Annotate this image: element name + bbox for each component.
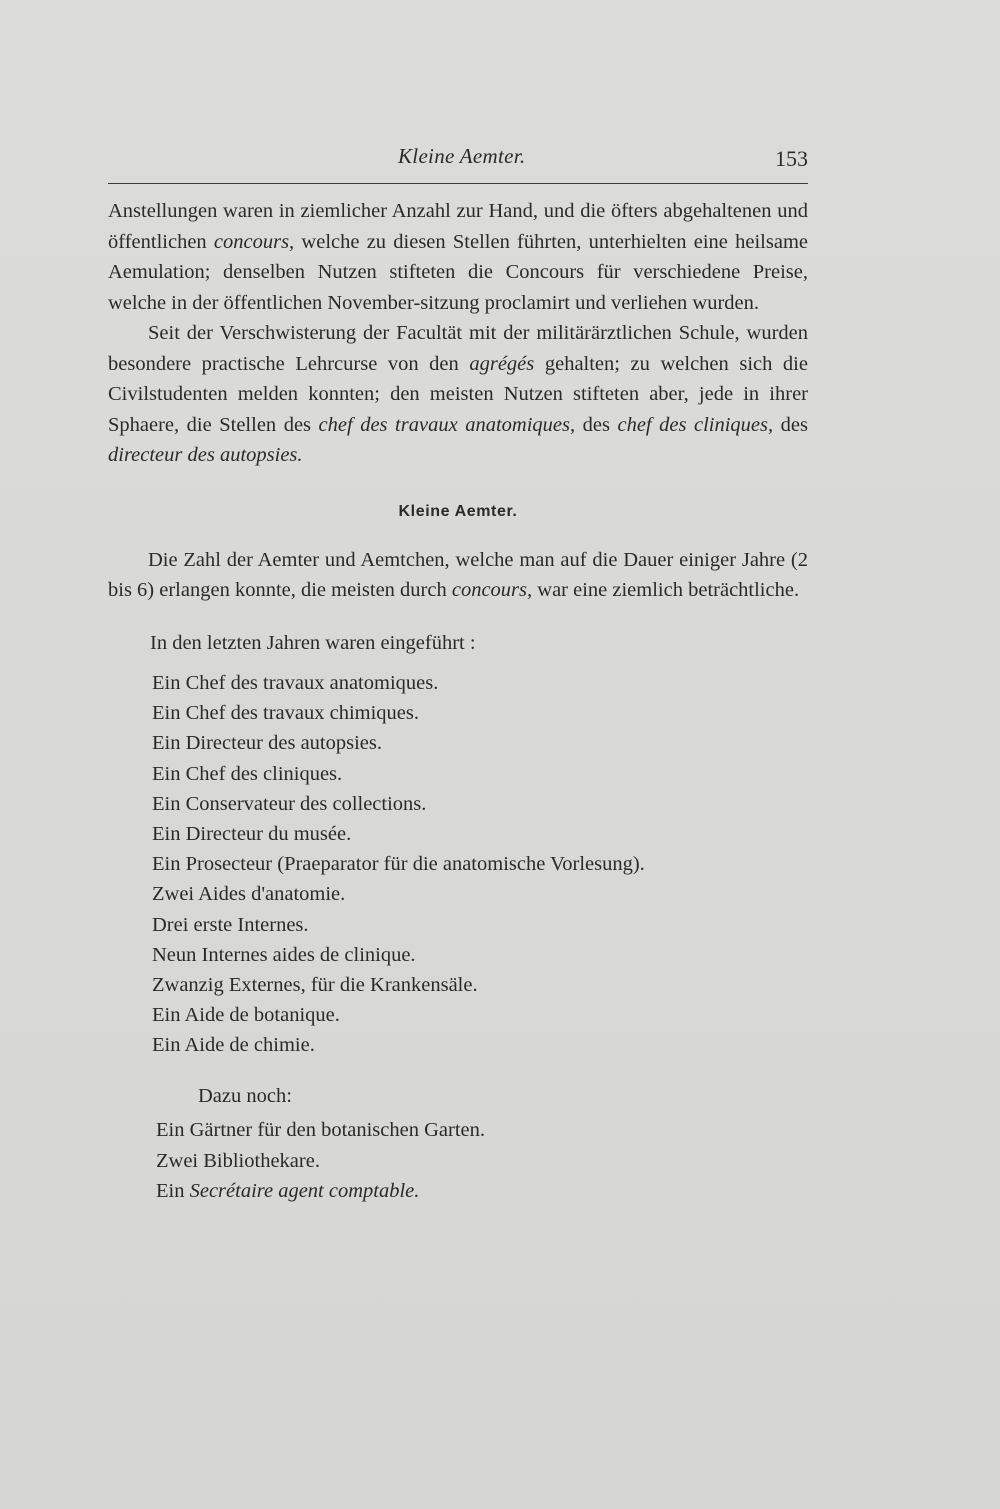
list-item: Ein Chef des cliniques. xyxy=(152,762,343,785)
list-item xyxy=(156,1176,808,1207)
list-item: Ein Aide de botanique. xyxy=(152,1004,340,1027)
paragraph-2-text-4: des xyxy=(773,413,808,436)
paragraph-2 xyxy=(108,318,808,471)
list-item: Zwei Bibliothekare. xyxy=(156,1149,320,1172)
list-item: Ein Directeur des autopsies. xyxy=(152,732,382,755)
list-item: Zwanzig Externes, für die Krankensäle. xyxy=(152,974,478,997)
page-number: 153 xyxy=(775,146,808,171)
offices-list xyxy=(108,668,808,1061)
extra-item-3-italic: Secrétaire agent comptable. xyxy=(189,1180,420,1203)
list-item: Ein Chef des travaux anatomiques. xyxy=(152,672,439,694)
list-item: Ein Chef des travaux chimiques. xyxy=(152,702,420,725)
list-item: Drei erste Internes. xyxy=(152,913,309,936)
list-item: Ein Prosecteur (Praeparator für die anatomische Vorlesung). xyxy=(152,853,645,876)
list-item: Zwei Aides d'anatomie. xyxy=(152,883,346,906)
list-item: Ein Gärtner für den botanischen Garten. xyxy=(156,1119,486,1142)
paragraph-1 xyxy=(108,196,808,318)
paragraph-3 xyxy=(108,545,808,606)
list-intro: In den letzten Jahren waren eingeführt : xyxy=(150,631,476,654)
running-title: Kleine Aemter. xyxy=(398,144,526,168)
section-heading: Kleine Aemter. xyxy=(398,502,518,520)
list-item: Ein Directeur du musée. xyxy=(152,823,352,846)
list-item: Ein Conservateur des collections. xyxy=(152,792,427,815)
paragraph-2-text-3: des xyxy=(575,413,618,436)
paragraph-2-italic-1: agrégés xyxy=(469,352,535,375)
page-body xyxy=(108,196,808,1207)
paragraph-2-text-2: gehalten; zu welchen sich die Civilstudenten melden konnten; den meisten Nutzen stifteten aber, jede in ihrer Sphaere, die Stellen des xyxy=(108,352,808,436)
page-header xyxy=(108,140,808,180)
paragraph-3-italic-1: concours, xyxy=(451,579,533,601)
extra-item-3-prefix: Ein xyxy=(156,1180,190,1203)
paragraph-1-italic-1: concours, xyxy=(213,230,295,253)
list-item: Neun Internes aides de clinique. xyxy=(152,943,416,966)
extra-list xyxy=(108,1115,808,1207)
paragraph-2-italic-4: directeur des autopsies. xyxy=(108,444,303,466)
paragraph-3-text-1: Die Zahl der Aemter und Aemtchen, welche man auf die Dauer einiger Jahre (2 bis 6) erlangen konnte, die meisten durch xyxy=(108,548,808,601)
paragraph-2-italic-2: chef des travaux anatomiques, xyxy=(318,413,576,436)
paragraph-2-italic-3: chef des cliniques, xyxy=(617,413,774,436)
paragraph-1-text-2: welche zu diesen Stellen führten, unterhielten eine heilsame Aemulation; denselben Nutzen stifteten die Concours für verschiedene Preise, welche in der öffentlichen November-sitzung proclamirt und verliehen wurden. xyxy=(108,230,808,314)
dazu-label: Dazu noch: xyxy=(198,1084,292,1107)
paragraph-2-text-1: Seit der Verschwisterung der Facultät mit der militärärztlichen Schule, wurden besondere practische Lehrcurse von den xyxy=(108,322,808,375)
list-item: Ein Aide de chimie. xyxy=(152,1034,315,1057)
header-rule xyxy=(108,183,808,184)
paragraph-1-text-1: Anstellungen waren in ziemlicher Anzahl zur Hand, und die öfters abgehaltenen und öffentlichen xyxy=(108,200,808,253)
paragraph-3-text-2: war eine ziemlich beträchtliche. xyxy=(532,579,800,601)
